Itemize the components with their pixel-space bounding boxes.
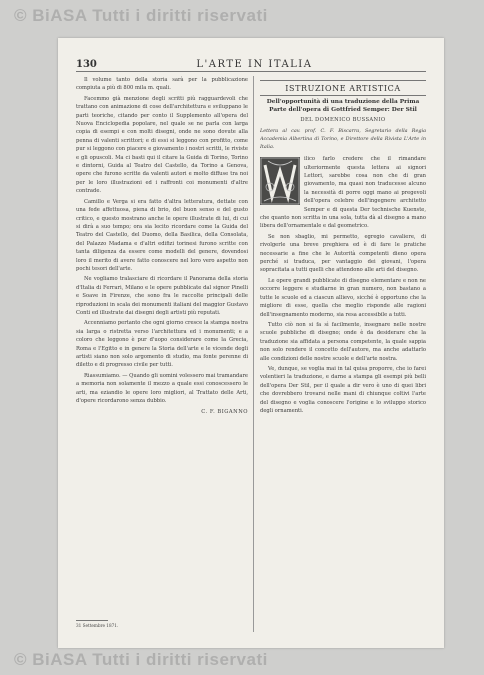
page-header [76,56,426,72]
right-column [260,76,426,630]
paragraph: Riassumiamo. — Quando gli uomini volessero mai tramandare a memoria non solamente il mezzo a quale essi conoscessero le arti, ma eziandio le opere loro migliori, al Trattato delle Arti, d'opere ricordarono senza dubbio. [76,372,248,405]
article-author: DEL DOMENICO BUSSANIO [300,117,386,123]
journal-title: L'ARTE IN ITALIA [196,59,313,70]
paragraph: Il volume tanto della storia sarà per la pubblicazione compiuta a più di 800 mila m. quali. [76,77,248,92]
letter-intro: Lettera al cav. prof. C. F. Biscarra, Segretario della Regia Accademia Albertina di Torino, e Direttore della Rivista L'Arte in Italia. [260,128,426,150]
watermark: © BiASA Tutti i diritti riservati [14,650,268,669]
article-date: 31 Settembre 1871. [76,623,119,628]
paragraph: Accenniamo pertanto che ogni giorno cresce la stampa nostra sia larga o ristretta verso l'architettura ed i monumenti; e a coloro che leggono è pur d'uopo considerare come la Grecia, Roma e l'Egitto e in genere la Storia dell'arte e le vicende degli artisti siano non solo argomento di studio, ma fonte perenne di diletto e di progresso civile per tutti. [76,320,248,369]
signature: C. F. BIGANNO [201,409,248,416]
column-divider [253,76,254,632]
paragraph: Facemmo già menzione degli scritti più ragguardevoli che trattano con animazione di cose dell'architettura e sviluppano le parti teoriche, citando per conto il Supplemento all'opera del Nuova Enciclopedia popolare, nel quale se ne parla con larga copia di esempi e con molti disegni, onde ne sono dovute alla penna di valenti scrittori; e di essi si leggono con profitto, come pur si leggono con piacere e giovamento i nostri scritti, le riviste e gli opuscoli. Ma ci basti qui il citare la Guida di Torino, Torino e dintorni, Guida al Teatro del Castello, da Torino a Genova, opere che furono scritte da valenti autori e molto diffuse tra noi per le loro illustrazioni ed i raffronti coi monumenti d'altre contrade. [76,95,248,195]
left-column [76,76,248,630]
watermark: © BiASA Tutti i diritti riservati [14,6,268,25]
paragraph: ilico farlo credere che il rimandare ulteriormente questa lettera ai signori Lettori, sarebbe cosa non che di gran giovamento, ma quasi non traducesse alcuno la necessità di porre oggi mano ai pregevoli dell'opera celebre dell'ingegnere architetto Semper e di questa Der technische Kuenste, che quanto non scritta in una sola, tutta dà al disegno a mano libera dell'ornamentale e dal geometrico. [260,156,426,230]
decorated-initial-illustration [260,157,300,205]
paragraph: Tutto ciò non si fa sì facilmente, insegnare nelle nostre scuole pubbliche di disegno; onde è da desiderare che la traduzione sia affidata a persona competente, la quale sappia non solo rendere il concetto dell'autore, ma anche adattarlo alle condizioni delle nostre scuole e dell'arte nostra. [260,321,426,362]
document-page [58,38,444,648]
paragraph: Ne vogliamo tralasciare di ricordare il Panorama della storia d'Italia di Ferrari, Milano e le opere pubblicate dal signor Pinelli e Soave in Firenze, che sono fra le raccolte principali delle riproduzioni in scala dei monumenti italiani del maggior Gustavo Conti ed illustrate dai disegni degli artisti più reputati. [76,276,248,316]
section-title: ISTRUZIONE ARTISTICA [260,80,426,96]
paragraph: Ve, dunque, se voglia mai in tal quisa proporre, che io farei volentieri la traduzione, e darne a stampa gli esempi più belli dell'opera Der Stil, per il quale a dir vero è uno di quei libri che dovrebbero trovarsi nelle mani di chiunque coltivi l'arte del disegno e voglia conoscere l'origine e lo sviluppo storico degli ornamenti. [260,365,426,414]
paragraph: Le opere grandi pubblicate di disegno elementare e non ne occorre leggere e studiarne in gran numero, non bastano a tutte le scuole ed a ciascun allievo, sicché è opportuno che la migliore di esse, quella che meglio risponde alle ragioni dell'insegnamento moderno, sia resa accessibile a tutti. [260,277,426,318]
paragraph: Se non sbaglio, mi permetto, egregio cavaliere, di rivolgerle una breve preghiera ed è di fare le pratiche necessarie a fine che le Autorità competenti dieno opera perché si traduca, per vantaggio dei giovani, l'opera sopracitata a tutti quelli che attendono alle arti del disegno. [260,233,426,274]
footnote-rule [76,620,108,621]
paragraph: Camillo e Verga si era fatto d'altra letteratura, dettate con una fede affettuosa, piena di brio, del buon senso e del gusto critico, e questo mostrano anche le opere illustrate di lui, di cui si dirà a suo tempo; ora sia lecito ricordare come la Guida del Teatro del Castello, del Duomo, della Basilica, della Consolata, del Palazzo Madama e d'altri edifizi torinesi furono scritte con tanta diligenza da essere come modelli del genere, dovendosi loro il merito di avere fatto conoscere nel loro vero aspetto non pochi tesori dell'arte. [76,198,248,272]
article-subtitle: Dell'opportunità di una traduzione della Prima Parte dell'opera di Gottfried Semper: Der Stil [266,99,420,113]
page-number: 130 [76,59,97,70]
